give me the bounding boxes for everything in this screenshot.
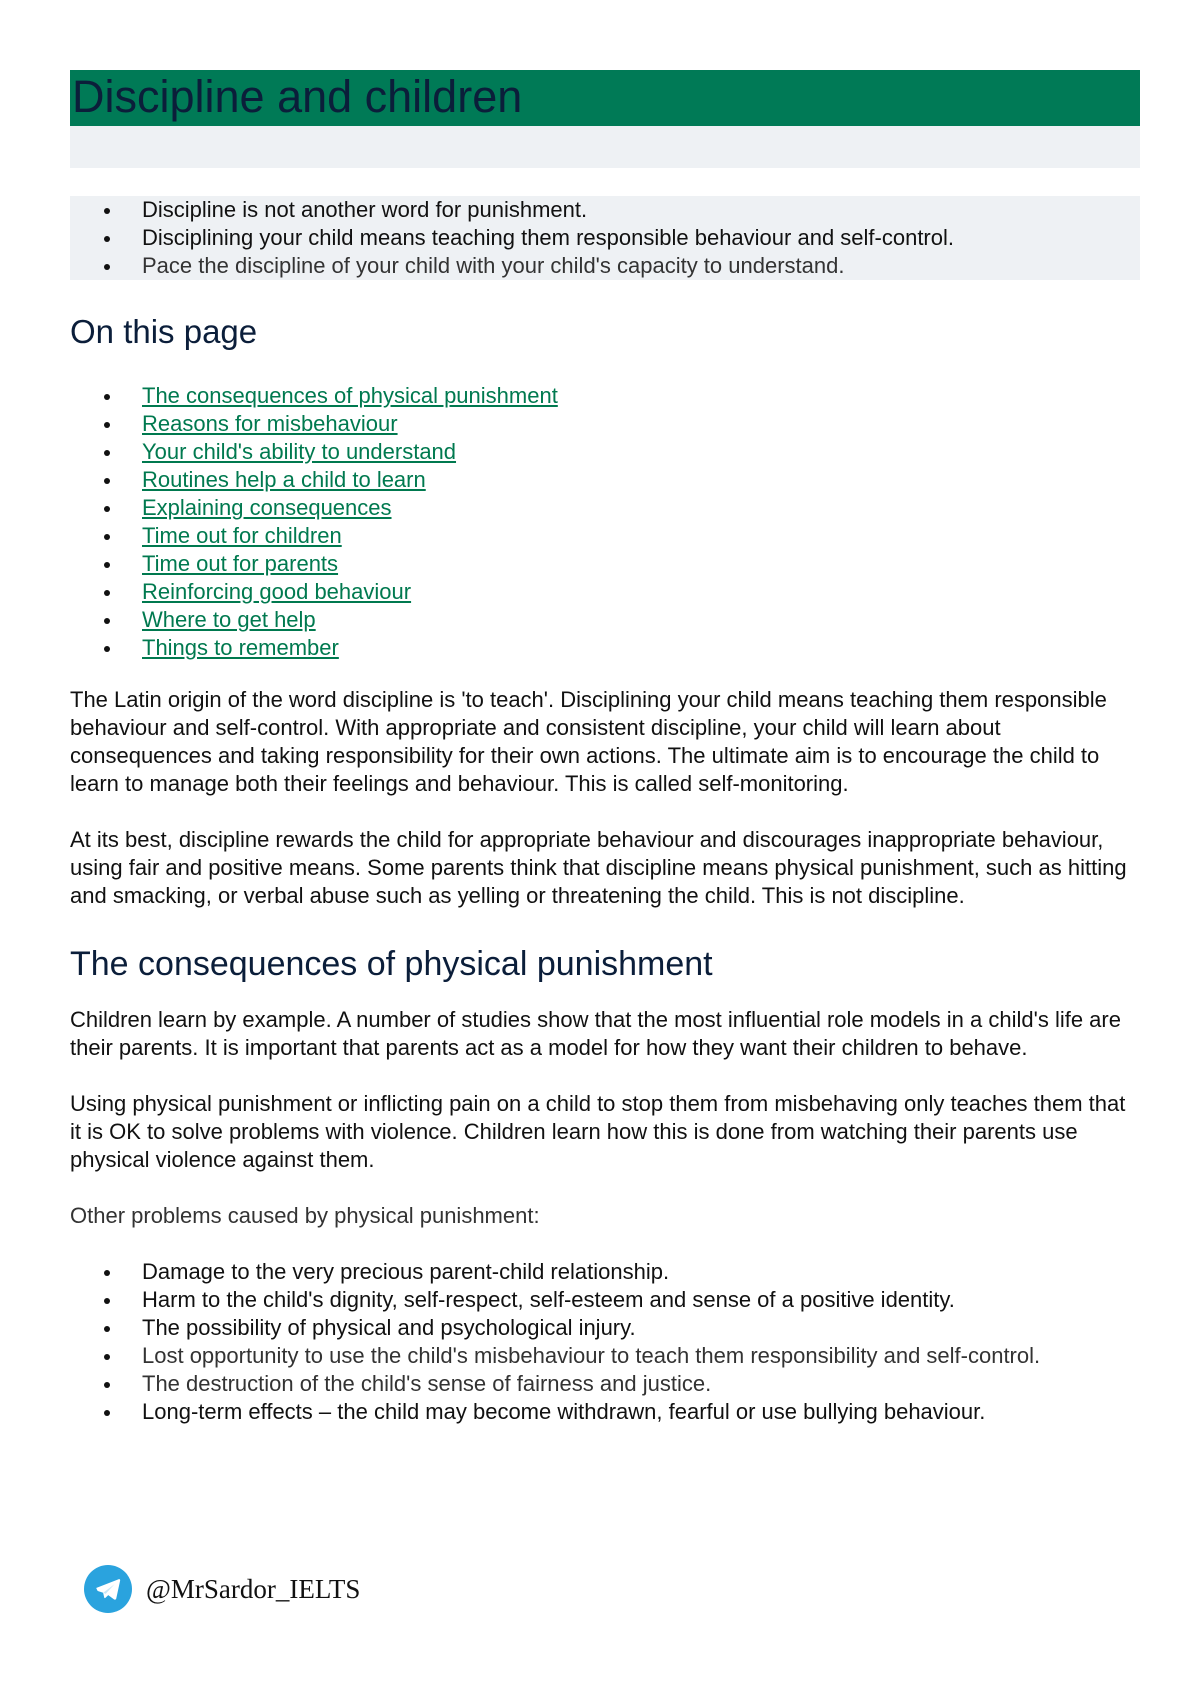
title-sub-bar bbox=[70, 126, 1140, 168]
toc-link-ability-to-understand[interactable]: Your child's ability to understand bbox=[142, 439, 457, 464]
toc-item bbox=[142, 550, 1140, 578]
list-item: Long-term effects – the child may become withdrawn, fearful or use bullying behaviour. bbox=[142, 1398, 1140, 1426]
footer-watermark bbox=[84, 1565, 360, 1613]
toc-item bbox=[142, 382, 1140, 410]
summary-item: Pace the discipline of your child with your child's capacity to understand. bbox=[142, 252, 1140, 280]
summary-box bbox=[70, 196, 1140, 280]
toc-item bbox=[142, 466, 1140, 494]
toc-item bbox=[142, 410, 1140, 438]
toc-item bbox=[142, 578, 1140, 606]
toc-link-time-out-children[interactable]: Time out for children bbox=[142, 523, 342, 548]
list-item: Harm to the child's dignity, self-respect, self-esteem and sense of a positive identity. bbox=[142, 1286, 1140, 1314]
intro-paragraph: The Latin origin of the word discipline is 'to teach'. Disciplining your child means teaching them responsible behaviour and self-control. With appropriate and consistent discipline, your child will learn about consequences and taking responsibility for their own actions. The ultimate aim is to encourage the child to learn to manage both their feelings and behaviour. This is called self-monitoring. bbox=[70, 687, 1107, 796]
paper-plane-icon bbox=[93, 1574, 123, 1604]
list-item: The destruction of the child's sense of fairness and justice. bbox=[142, 1370, 1140, 1398]
telegram-icon[interactable] bbox=[84, 1565, 132, 1613]
toc-item bbox=[142, 634, 1140, 662]
toc-item bbox=[142, 522, 1140, 550]
intro-paragraph: At its best, discipline rewards the child for appropriate behaviour and discourages inappropriate behaviour, using fair and positive means. Some parents think that discipline means physical punishment, such as hitting and smacking, or verbal abuse such as yelling or threatening the child. This is not discipline. bbox=[70, 827, 1127, 908]
toc-item bbox=[142, 438, 1140, 466]
problems-list bbox=[70, 1258, 1140, 1426]
document-page bbox=[70, 70, 1140, 1426]
body-paragraph: Children learn by example. A number of studies show that the most influential role models in a child's life are their parents. It is important that parents act as a model for how they want their children to behave. bbox=[70, 1007, 1121, 1060]
toc-link-things-to-remember[interactable]: Things to remember bbox=[142, 635, 339, 660]
toc-link-misbehaviour[interactable]: Reasons for misbehaviour bbox=[142, 411, 398, 436]
toc-link-routines[interactable]: Routines help a child to learn bbox=[142, 467, 426, 492]
page-title: Discipline and children bbox=[72, 71, 523, 122]
toc-link-get-help[interactable]: Where to get help bbox=[142, 607, 316, 632]
toc-link-explaining-consequences[interactable]: Explaining consequences bbox=[142, 495, 392, 520]
body-paragraph: Using physical punishment or inflicting pain on a child to stop them from misbehaving only teaches them that it is OK to solve problems with violence. Children learn how this is done from watching their parents use physical violence against them. bbox=[70, 1091, 1126, 1172]
section-heading-consequences: The consequences of physical punishment bbox=[70, 945, 713, 983]
body-paragraph: Other problems caused by physical punishment: bbox=[70, 1203, 540, 1228]
summary-item: Discipline is not another word for punishment. bbox=[142, 196, 1140, 224]
list-item: Lost opportunity to use the child's misbehaviour to teach them responsibility and self-control. bbox=[142, 1342, 1140, 1370]
summary-item: Disciplining your child means teaching them responsible behaviour and self-control. bbox=[142, 224, 1140, 252]
toc-link-time-out-parents[interactable]: Time out for parents bbox=[142, 551, 339, 576]
list-item: Damage to the very precious parent-child relationship. bbox=[142, 1258, 1140, 1286]
table-of-contents bbox=[70, 382, 1140, 662]
toc-item bbox=[142, 606, 1140, 634]
toc-item bbox=[142, 494, 1140, 522]
summary-list bbox=[70, 196, 1140, 280]
toc-link-good-behaviour[interactable]: Reinforcing good behaviour bbox=[142, 579, 412, 604]
telegram-handle: @MrSardor_IELTS bbox=[146, 1573, 361, 1604]
toc-link-physical-punishment[interactable]: The consequences of physical punishment bbox=[142, 383, 558, 408]
title-bar bbox=[70, 70, 1140, 126]
list-item: The possibility of physical and psychological injury. bbox=[142, 1314, 1140, 1342]
on-this-page-heading: On this page bbox=[70, 313, 258, 350]
